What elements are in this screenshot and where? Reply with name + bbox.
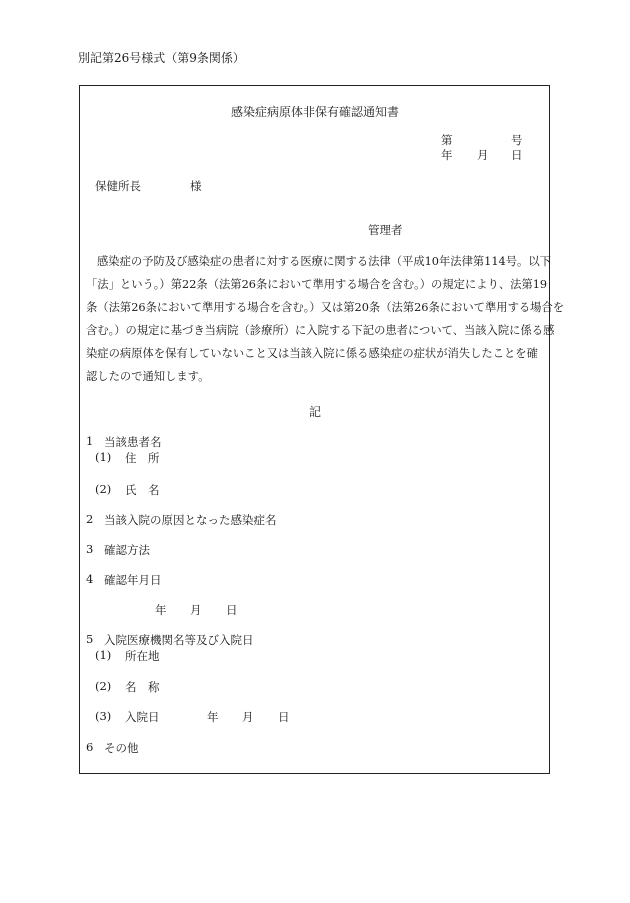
subitem-number: (1) <box>95 450 112 464</box>
doc-number-go: 号 <box>511 133 523 147</box>
item-number: 4 <box>86 572 94 586</box>
body-line: 染症の病原体を保有していないこと又は当該入院に係る感染症の症状が消失したことを確 <box>86 347 538 360</box>
body-line: 感染症の予防及び感染症の患者に対する医療に関する法律（平成10年法律第114号。以下 <box>97 255 551 268</box>
subitem-location-label: 所在地 <box>125 649 160 663</box>
addressee-honorific: 様 <box>190 179 202 193</box>
confirm-date-month: 月 <box>190 603 202 617</box>
date-year: 年 <box>441 148 453 162</box>
document-frame <box>79 85 565 774</box>
subitem-name-label: 氏 名 <box>125 483 160 497</box>
confirm-date-day: 日 <box>226 603 238 617</box>
item-number: 2 <box>86 512 94 526</box>
date-day: 日 <box>511 148 523 162</box>
item-patient-name-label: 当該患者名 <box>104 435 162 449</box>
ki-heading: 記 <box>308 405 321 419</box>
document-title: 感染症病原体非保有確認通知書 <box>230 105 399 119</box>
subitem-admission-date-label: 入院日 <box>125 710 160 724</box>
item-disease-label: 当該入院の原因となった感染症名 <box>104 513 277 527</box>
sender-manager: 管理者 <box>368 223 403 237</box>
item-confirm-date-label: 確認年月日 <box>104 573 162 587</box>
body-line: 認したので通知します。 <box>86 370 210 383</box>
admission-date-month: 月 <box>242 710 254 724</box>
addressee-name: 保健所長 <box>95 179 141 193</box>
date-month: 月 <box>477 148 489 162</box>
subitem-number: (3) <box>95 709 112 723</box>
item-method-label: 確認方法 <box>104 543 150 557</box>
admission-date-day: 日 <box>278 710 290 724</box>
item-number: 3 <box>86 542 94 556</box>
subitem-number: (2) <box>95 679 112 693</box>
body-line: 含む。）の規定に基づき当病院（診療所）に入院する下記の患者について、当該入院に係る感 <box>86 324 555 337</box>
body-line: 条（法第26条において準用する場合を含む。）又は第20条（法第26条において準用する場合を <box>86 301 565 314</box>
subitem-facility-name-label: 名 称 <box>125 680 160 694</box>
item-number: 1 <box>86 434 94 448</box>
body-line: 「法」という。）第22条（法第26条において準用する場合を含む。）の規定により、法第19 <box>86 278 548 291</box>
subitem-address-label: 住 所 <box>125 451 160 465</box>
item-number: 5 <box>86 632 94 646</box>
subitem-number: (1) <box>95 648 112 662</box>
body-paragraph <box>86 250 565 388</box>
doc-number-dai: 第 <box>441 133 453 147</box>
item-number: 6 <box>86 740 94 754</box>
item-other-label: その他 <box>104 741 139 755</box>
confirm-date-year: 年 <box>155 603 167 617</box>
admission-date-year: 年 <box>207 710 219 724</box>
item-hospital-label: 入院医療機関名等及び入院日 <box>104 633 254 647</box>
form-label: 別記第26号様式（第9条関係） <box>78 51 245 65</box>
subitem-number: (2) <box>95 482 112 496</box>
